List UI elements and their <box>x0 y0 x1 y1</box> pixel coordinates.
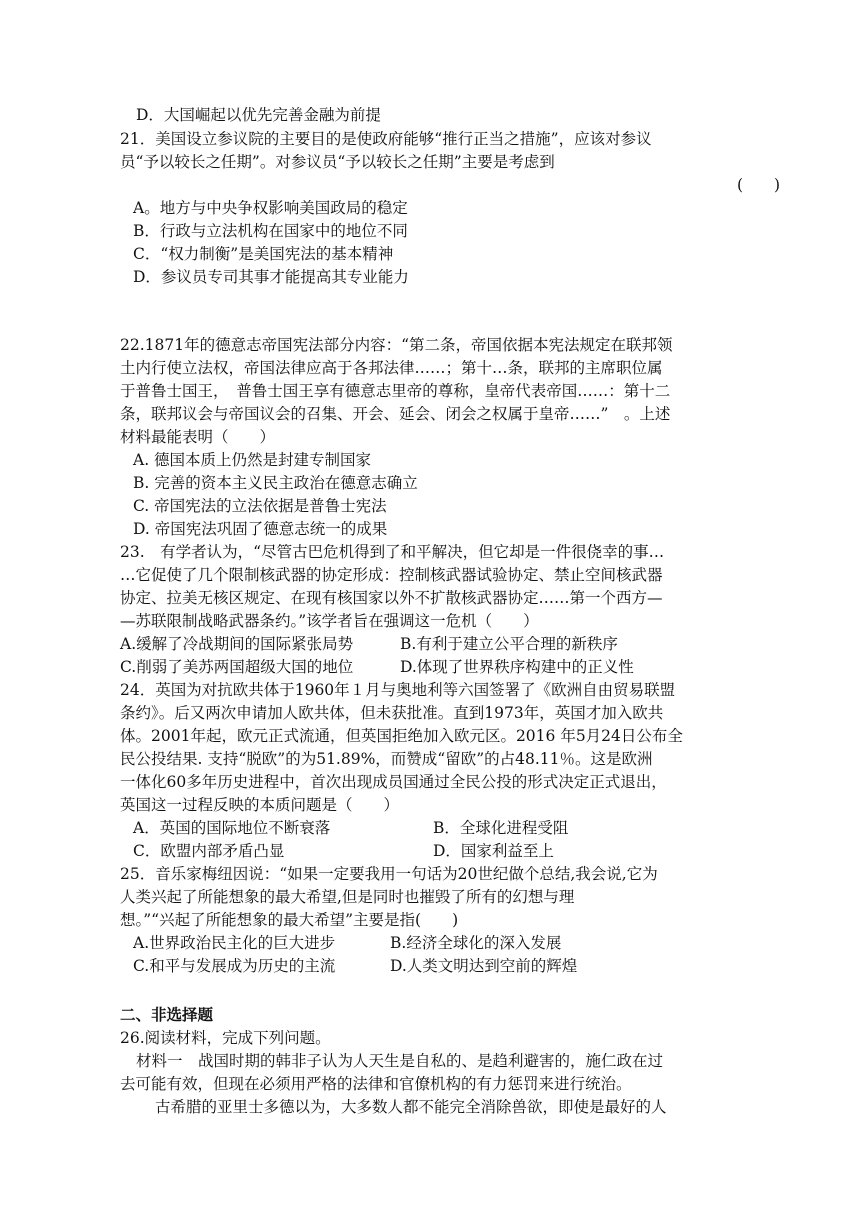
q24-stem-line-6: 英国这一过程反映的本质问题是（ ） <box>120 796 400 814</box>
q23-options-row-2 <box>120 655 760 679</box>
q21-stem-line-2: 员“予以较长之任期”。对参议员“予以较长之任期”主要是考虑到 <box>120 153 555 171</box>
q25-options-row-1 <box>133 931 773 955</box>
q21-option-d: D．参议员专司其事才能提高其专业能力 <box>133 268 409 286</box>
q23-option-b: B.有利于建立公平合理的新秩序 <box>400 635 618 653</box>
q23-stem-line-3: 协定、拉美无核区规定、在现有核国家以外不扩散核武器协定……第一个西方— <box>120 589 663 607</box>
q23-option-c: C.削弱了美苏两国超级大国的地位 <box>120 658 354 676</box>
q25-stem-line-3: 想。”“兴起了所能想象的最大希望”主要是指( ) <box>120 911 459 929</box>
q23-option-a: A.缓解了冷战期间的国际紧张局势 <box>120 635 354 653</box>
q25-stem-line-1: 25．音乐家梅纽因说：“如果一定要我用一句话为20世纪做个总结,我会说,它为 <box>120 865 658 883</box>
q25-option-c: C.和平与发展成为历史的主流 <box>133 957 336 975</box>
q24-option-b: B．全球化进程受阻 <box>433 819 569 837</box>
q24-option-d: D．国家利益至上 <box>433 842 554 860</box>
q24-stem-line-2: 条约》。后又两次申请加人欧共体，但未获批准。直到1973年，英国才加入欧共 <box>120 704 664 722</box>
q23-option-d: D.体现了世界秩序构建中的正义性 <box>400 658 634 676</box>
q22-stem-line-3: 于普鲁士国王， 普鲁士国王享有德意志里帝的尊称，皇帝代表帝国……：第十二 <box>120 382 671 400</box>
q20-option-d: D．大国崛起以优先完善金融为前提 <box>136 106 381 124</box>
q22-option-d: D. 帝国宪法巩固了德意志统一的成果 <box>133 520 388 538</box>
q23-stem-line-1: 23. 有学者认为，“尽管古巴危机得到了和平解决，但它却是一件很侥幸的事… <box>120 543 665 561</box>
q21-option-c: C．“权力制衡”是美国宪法的基本精神 <box>133 245 394 263</box>
q25-options-row-2 <box>133 954 773 978</box>
q26-material1-line-2: 去可能有效，但现在必须用严格的法律和官僚机构的有力惩罚来进行统治。 <box>120 1075 632 1093</box>
q24-stem-line-5: 一体化60多年历史进程中，首次出现成员国通过全民公投的形式决定正式退出， <box>120 773 667 791</box>
q21-answer-blank-row <box>120 173 781 197</box>
q22-option-a: A. 德国本质上仍然是封建专制国家 <box>133 451 372 469</box>
q24-options-row-1 <box>133 816 773 840</box>
q24-option-c: C．欧盟内部矛盾凸显 <box>133 842 285 860</box>
section-heading: 二、非选择题 <box>120 1005 214 1024</box>
q22-option-b: B. 完善的资本主义民主政治在德意志确立 <box>133 474 418 492</box>
q23-options-row-1 <box>120 632 760 656</box>
q25-option-d: D.人类文明达到空前的辉煌 <box>390 957 578 975</box>
q24-option-a: A．英国的国际地位不断衰落 <box>133 819 331 837</box>
q22-stem-line-2: 土内行使立法权，帝国法律应高于各邦法律……；第十…条，联邦的主席职位属 <box>120 359 663 377</box>
q22-stem-line-5: 材料最能表明（ ） <box>120 428 276 446</box>
q25-option-b: B.经济全球化的深入发展 <box>390 934 562 952</box>
q21-option-a: A。地方与中央争权影响美国政局的稳定 <box>133 199 408 217</box>
q23-stem-line-2: …它促使了几个限制核武器的协定形成：控制核武器试验协定、禁止空间核武器 <box>120 566 663 584</box>
q22-option-c: C. 帝国宪法的立法依据是普鲁士宪法 <box>133 497 387 515</box>
q26-stem: 26.阅读材料，完成下列问题。 <box>120 1029 331 1047</box>
q22-stem-line-1: 22.1871年的德意志帝国宪法部分内容：“第二条，帝国依据本宪法规定在联邦领 <box>120 336 673 354</box>
q24-stem-line-1: 24．英国为对抗欧共体于1960年１月与奥地利等六国签署了《欧洲自由贸易联盟 <box>120 681 676 699</box>
q22-stem-line-4: 条，联邦议会与帝国议会的召集、开会、延会、闭会之权属于皇帝……” 。上述 <box>120 405 671 423</box>
q26-material1-line-1: 材料一 战国时期的韩非子认为人天生是自私的、是趋利避害的，施仁政在过 <box>136 1052 664 1070</box>
q21-option-b: B．行政与立法机构在国家中的地位不同 <box>133 222 408 240</box>
q24-stem-line-3: 体。2001年起，欧元正式流通，但英国拒绝加入欧元区。2016 年5月24日公布全 <box>120 727 683 745</box>
q26-material1-line-3: 古希腊的亚里士多德以为，大多数人都不能完全消除兽欲，即使是最好的人 <box>155 1098 667 1116</box>
q25-option-a: A.世界政治民主化的巨大进步 <box>133 934 336 952</box>
q23-stem-line-4: —苏联限制战略武器条约。”该学者旨在强调这一危机（ ） <box>120 612 539 630</box>
q24-stem-line-4: 民公投结果. 支持“脱欧”的为51.89%，而赞成“留欧”的占48.11％。这是欧洲 <box>120 750 653 768</box>
q21-stem-line-1: 21．美国设立参议院的主要目的是使政府能够“推行正当之措施”，应该对参议 <box>120 130 652 148</box>
q21-answer-blank: ( ) <box>737 176 781 194</box>
q25-stem-line-2: 人类兴起了所能想象的最大希望,但是同时也摧毁了所有的幻想与理 <box>120 888 575 906</box>
q24-options-row-2 <box>133 839 773 863</box>
